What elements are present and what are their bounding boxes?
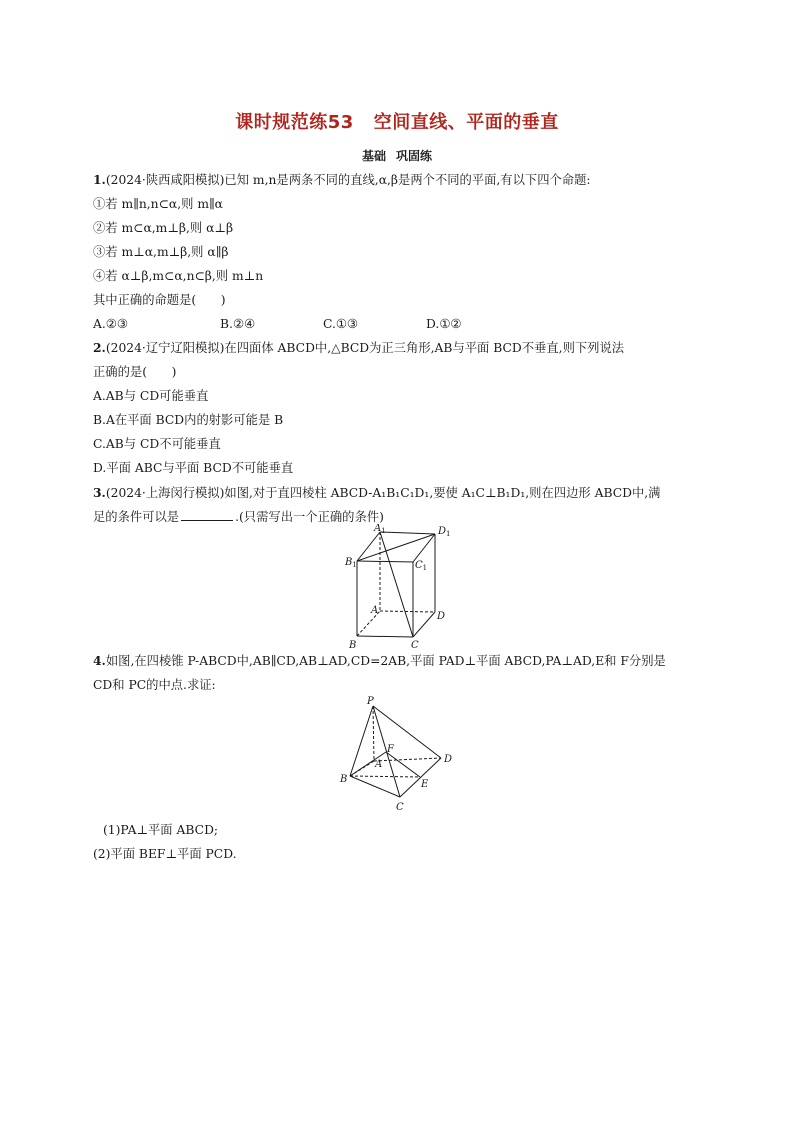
section-part-a: 基础 [361, 149, 386, 163]
q1-option-d: D.①② [426, 317, 462, 331]
q2-option-d: D.平面 ABC与平面 BCD不可能垂直 [93, 461, 294, 475]
q4-pyramid-figure [330, 694, 470, 818]
label-d: D [437, 611, 446, 622]
edge-bc [357, 636, 413, 637]
section-heading [0, 147, 794, 164]
label-d1: $D_1$ [438, 526, 451, 538]
q3-number: 3. [93, 485, 106, 500]
label-d: D [444, 754, 453, 765]
edge-pb [350, 706, 373, 776]
q1-option-c: C.①③ [323, 317, 358, 331]
q3-stem-text: (2024·上海闵行模拟)如图,对于直四棱柱 ABCD-A₁B₁C₁D₁,要使 A₁C⊥B₁D₁,则在四边形 ABCD中,满 [105, 486, 661, 500]
label-a: A [375, 759, 383, 770]
segment-fe [386, 752, 420, 777]
q1-proposition-1: ①若 m∥n,n⊂α,则 m∥α [93, 197, 223, 211]
q4-stem [93, 653, 666, 669]
q2-number: 2. [93, 340, 106, 355]
q3-prism-figure [335, 524, 455, 654]
q1-stem-text: (2024·陕西咸阳模拟)已知 m,n是两条不同的直线,α,β是两个不同的平面,有以下四个命题: [105, 173, 591, 187]
q3-answer-blank [181, 510, 233, 521]
label-p: P [367, 696, 374, 707]
edge-pa-hidden [373, 706, 374, 761]
label-c: C [411, 640, 419, 651]
edge-cd [413, 612, 435, 637]
edge-ad-hidden [380, 611, 435, 612]
title-topic: 空间直线、平面的垂直 [373, 112, 559, 133]
label-f: F [387, 744, 394, 755]
diagonal-b1d1 [357, 534, 435, 561]
q1-option-a: A.②③ [93, 317, 128, 331]
q4-number: 4. [93, 653, 106, 668]
q1-number: 1. [93, 172, 106, 187]
edge-b1c1 [357, 561, 413, 562]
label-c1: $C_1$ [415, 560, 428, 572]
label-c: C [396, 802, 404, 813]
q4-stem-line2: CD和 PC的中点.求证: [93, 678, 216, 692]
q3-stem [93, 485, 660, 501]
label-b: B [340, 774, 348, 785]
edge-bc [350, 776, 400, 797]
q4-stem-text: 如图,在四棱锥 P-ABCD中,AB∥CD,AB⊥AD,CD=2AB,平面 PAD⊥平面 ABCD,PA⊥AD,E和 F分别是 [105, 654, 666, 668]
q3-stem-line2 [93, 509, 384, 525]
q3-stem-line2-b: .(只需写出一个正确的条件) [235, 510, 384, 524]
edge-ad-hidden [374, 758, 441, 761]
title-lesson: 课时规范练53 [235, 112, 354, 133]
q2-stem [93, 340, 624, 356]
q4-part-2: (2)平面 BEF⊥平面 PCD. [93, 847, 237, 861]
page-title [0, 108, 794, 134]
q1-proposition-4: ④若 α⊥β,m⊂α,n⊂β,则 m⊥n [93, 269, 264, 283]
q1-stem [93, 172, 591, 188]
q1-question: 其中正确的命题是( ) [93, 293, 226, 307]
q2-stem-text: (2024·辽宁辽阳模拟)在四面体 ABCD中,△BCD为正三角形,AB与平面 BCD不垂直,则下列说法 [105, 341, 625, 355]
label-b1: $B_1$ [345, 557, 357, 569]
q1-proposition-2: ②若 m⊂α,m⊥β,则 α⊥β [93, 221, 234, 235]
q2-option-b: B.A在平面 BCD内的射影可能是 B [93, 413, 284, 427]
q2-option-c: C.AB与 CD不可能垂直 [93, 437, 221, 451]
edge-a1d1 [380, 532, 435, 534]
q4-part-1: (1)PA⊥平面 ABCD; [103, 823, 219, 837]
q3-stem-line2-a: 足的条件可以是 [93, 510, 180, 524]
label-e: E [421, 779, 429, 790]
label-a: A [371, 605, 379, 616]
edge-pd [373, 706, 441, 758]
section-part-b: 巩固练 [396, 149, 433, 163]
q2-option-a: A.AB与 CD可能垂直 [93, 389, 209, 403]
label-b: B [349, 640, 357, 651]
q1-proposition-3: ③若 m⊥α,m⊥β,则 α∥β [93, 245, 229, 259]
q2-stem-line2: 正确的是( ) [93, 365, 177, 379]
label-a1: $A_1$ [374, 524, 386, 535]
edge-cd [400, 758, 441, 797]
segment-be-hidden [350, 776, 420, 777]
q1-option-b: B.②④ [220, 317, 255, 331]
